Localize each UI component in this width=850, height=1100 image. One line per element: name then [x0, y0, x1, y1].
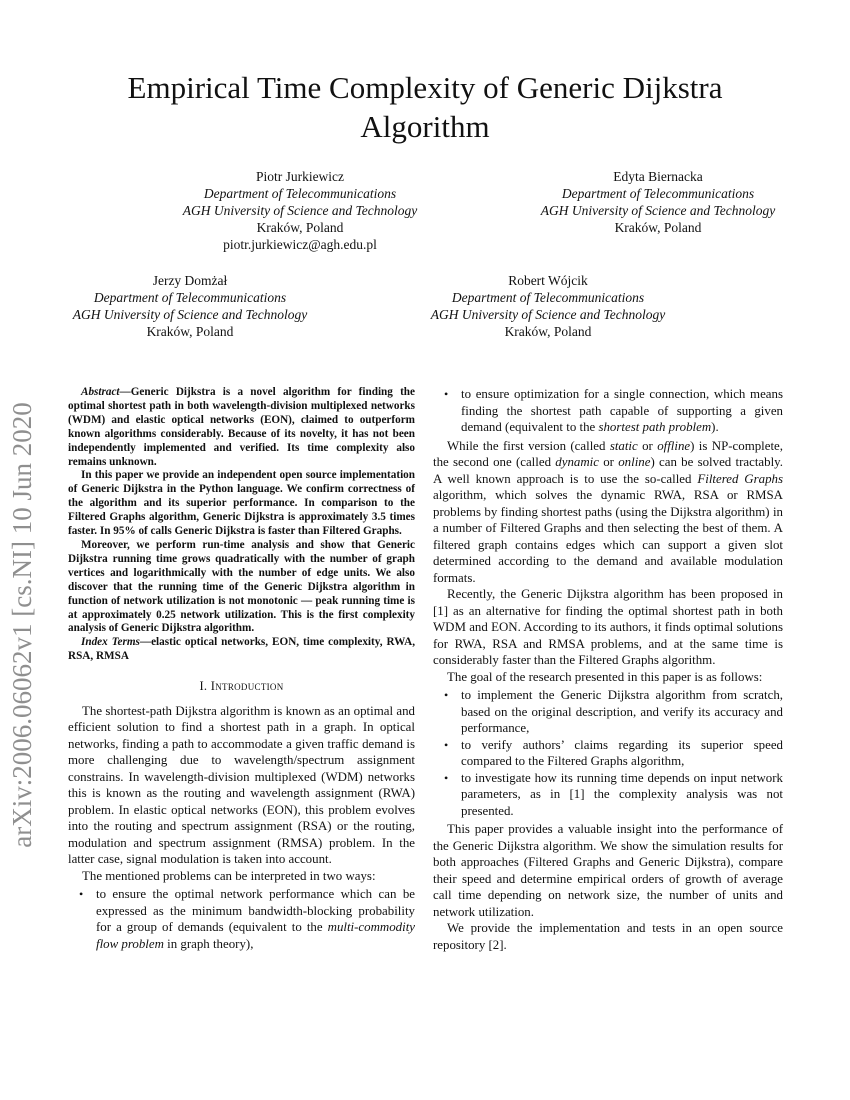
- author-block: [518, 168, 798, 236]
- page-title: Empirical Time Complexity of Generic Dijkstra Algorithm: [127, 70, 723, 144]
- author-block: [408, 272, 688, 340]
- body-paragraph: We provide the implementation and tests in an open source repository [2].: [433, 921, 783, 952]
- section-heading: I. Introduction: [199, 679, 284, 694]
- bullet-icon: •: [444, 737, 449, 752]
- author-dept: Department of Telecommunications: [561, 186, 755, 201]
- arxiv-stamp: arXiv:2006.06062v1 [cs.NI] 10 Jun 2020: [7, 402, 37, 848]
- body-paragraph: The shortest-path Dijkstra algorithm is known as an optimal and efficient solution to find a shortest path in a graph. In optical networks, finding a path to accommodate a given traffic demand is more challenging due to wavelength/spectrum assignment constrains. In wavelength-division multiplexed (WDM) networks this is known as the routing and wavelength assignment (RWA) problem. In elastic optical networks (EON), this problem evolves into the routing and spectrum assignment (RSA) or the routing, modulation and spectrum assignment (RMSA) problem. In the latter case, signal modulation is taken into account.: [68, 703, 415, 867]
- index-terms-label: Index Terms: [81, 636, 140, 649]
- author-uni: AGH University of Science and Technology: [540, 203, 776, 218]
- bullet-icon: •: [444, 688, 449, 702]
- list-item: • to investigate how its running time depends on input network parameters, as in [1] the complexity analysis was not presented.: [444, 770, 783, 818]
- bullet-icon: •: [444, 770, 449, 785]
- body-paragraph: The goal of the research presented in this paper is as follows:: [447, 669, 763, 684]
- abstract-paragraph: Moreover, we perform run-time analysis and show that Generic Dijkstra running time grows quadratically with the number of graph vertices and logarithmically with the number of edge units. We also discover that the running time of the Generic Dijkstra algorithm in function of network utilization is not monotonic — peak running time is at approximately 0.25 network utilization. This is the first complexity analysis of Generic Dijkstra algorithm.: [68, 538, 415, 635]
- body-paragraph: While the first version (called static or offline) is NP-complete, the second one (called dynamic or online) can be solved tractably. A well known approach is to use the so-called Filtered Graphs algorithm, which solves the dynamic RWA, RSA or RMSA problems by finding shortest paths (using the Dijkstra algorithm) in a number of Filtered Graphs and then selecting the best of them. A filtered graph contains edges which can support a given slot determined according to the demand and available modulation formats.: [433, 438, 783, 585]
- author-block: [160, 168, 440, 253]
- bullet-list: [433, 386, 783, 436]
- author-name: Edyta Biernacka: [613, 169, 703, 184]
- list-item: • to implement the Generic Dijkstra algorithm from scratch, based on the original description, and verify its accuracy and performance,: [444, 688, 783, 735]
- author-city: Kraków, Poland: [146, 324, 234, 339]
- body-paragraph: This paper provides a valuable insight into the performance of the Generic Dijkstra algorithm. We show the simulation results for both approaches (Filtered Graphs and Generic Dijkstra), compare their speed and determine empirical orders of growth of average call time depending on network size, the number of units and network utilization.: [433, 822, 783, 919]
- author-uni: AGH University of Science and Technology: [182, 203, 418, 218]
- abstract-label: Abstract: [81, 386, 120, 398]
- bullet-list: [68, 886, 415, 952]
- author-name: Robert Wójcik: [508, 273, 588, 288]
- author-name: Jerzy Domżał: [152, 273, 228, 288]
- author-dept: Department of Telecommunications: [203, 186, 397, 201]
- author-uni: AGH University of Science and Technology: [72, 307, 308, 322]
- abstract-paragraph: In this paper we provide an independent open source implementation of Generic Dijkstra in the Python language. We confirm correctness of the algorithm and its superior performance. In comparison to the Filtered Graphs algorithm, Generic Dijkstra is approximately 3.5 times faster. In 95% of calls Generic Dijkstra is faster than Filtered Graphs.: [68, 469, 415, 538]
- list-item: • to ensure the optimal network performance which can be expressed as the minimum bandwidth-blocking probability for a group of demands (equivalent to the multi-commodity flow problem in graph theory),: [79, 887, 415, 951]
- abstract: Abstract—Generic Dijkstra is a novel algorithm for finding the optimal shortest path in both wavelength-division multiplexed networks (WDM) and elastic optical networks (EON), claimed to outperform known algorithms considerably. Because of its novelty, it has not been independently implemented and verified. Its time complexity also remains unknown. In this paper we provide an independent open source implementation of Generic Dijkstra in the Python language. We confirm correctness of the algorithm and its superior performance. In comparison to the Filtered Graphs algorithm, Generic Dijkstra is approximately 3.5 times faster. In 95% of calls Generic Dijkstra is faster than Filtered Graphs. Moreover, we perform run-time analysis and show that Generic Dijkstra running time grows quadratically with the number of graph vertices and logarithmically with the number of edge units. We also discover that the running time of the Generic Dijkstra algorithm in function of network utilization is not monotonic — peak running time is at approximately 0.25 network utilization. This is the first complexity analysis of Generic Dijkstra algorithm. Index Terms—elastic optical networks, EON, time complexity, RWA, RSA, RMSA: [68, 386, 415, 663]
- author-city: Kraków, Poland: [504, 324, 592, 339]
- author-name: Piotr Jurkiewicz: [255, 169, 345, 184]
- author-dept: Department of Telecommunications: [93, 290, 287, 305]
- left-column: [68, 386, 415, 954]
- bullet-icon: •: [79, 887, 84, 902]
- author-email[interactable]: piotr.jurkiewicz@agh.edu.pl: [223, 237, 377, 252]
- author-block: [50, 272, 330, 340]
- author-dept: Department of Telecommunications: [451, 290, 645, 305]
- body-paragraph: Recently, the Generic Dijkstra algorithm has been proposed in [1] as an alternative for finding the optimal shortest path in both WDM and EON. According to its authors, it finds optimal solutions for RWA, RSA and RMSA problems, and at the same time is considerably faster than the Filtered Graphs algorithm.: [433, 587, 783, 667]
- list-item: • to ensure optimization for a single connection, which means finding the shortest path capable of supporting a given demand (equivalent to the shortest path problem).: [444, 387, 783, 434]
- body-paragraph: The mentioned problems can be interpreted in two ways:: [82, 868, 376, 883]
- list-item: • to verify authors’ claims regarding its superior speed compared to the Filtered Graphs algorithm,: [444, 737, 783, 768]
- abstract-paragraph: Generic Dijkstra is a novel algorithm for finding the optimal shortest path in both wavelength-division multiplexed networks (WDM) and elastic optical networks (EON), claimed to outperform known algorithms considerably. Because of its novelty, it has not been independently implemented and verified. Its time complexity also remains unknown.: [68, 386, 415, 468]
- bullet-icon: •: [444, 387, 449, 401]
- author-city: Kraków, Poland: [256, 220, 344, 235]
- index-terms: elastic optical networks, EON, time complexity, RWA, RSA, RMSA: [68, 636, 415, 663]
- right-column: [433, 386, 783, 953]
- bullet-list: [433, 687, 783, 819]
- author-city: Kraków, Poland: [614, 220, 702, 235]
- author-uni: AGH University of Science and Technology: [430, 307, 666, 322]
